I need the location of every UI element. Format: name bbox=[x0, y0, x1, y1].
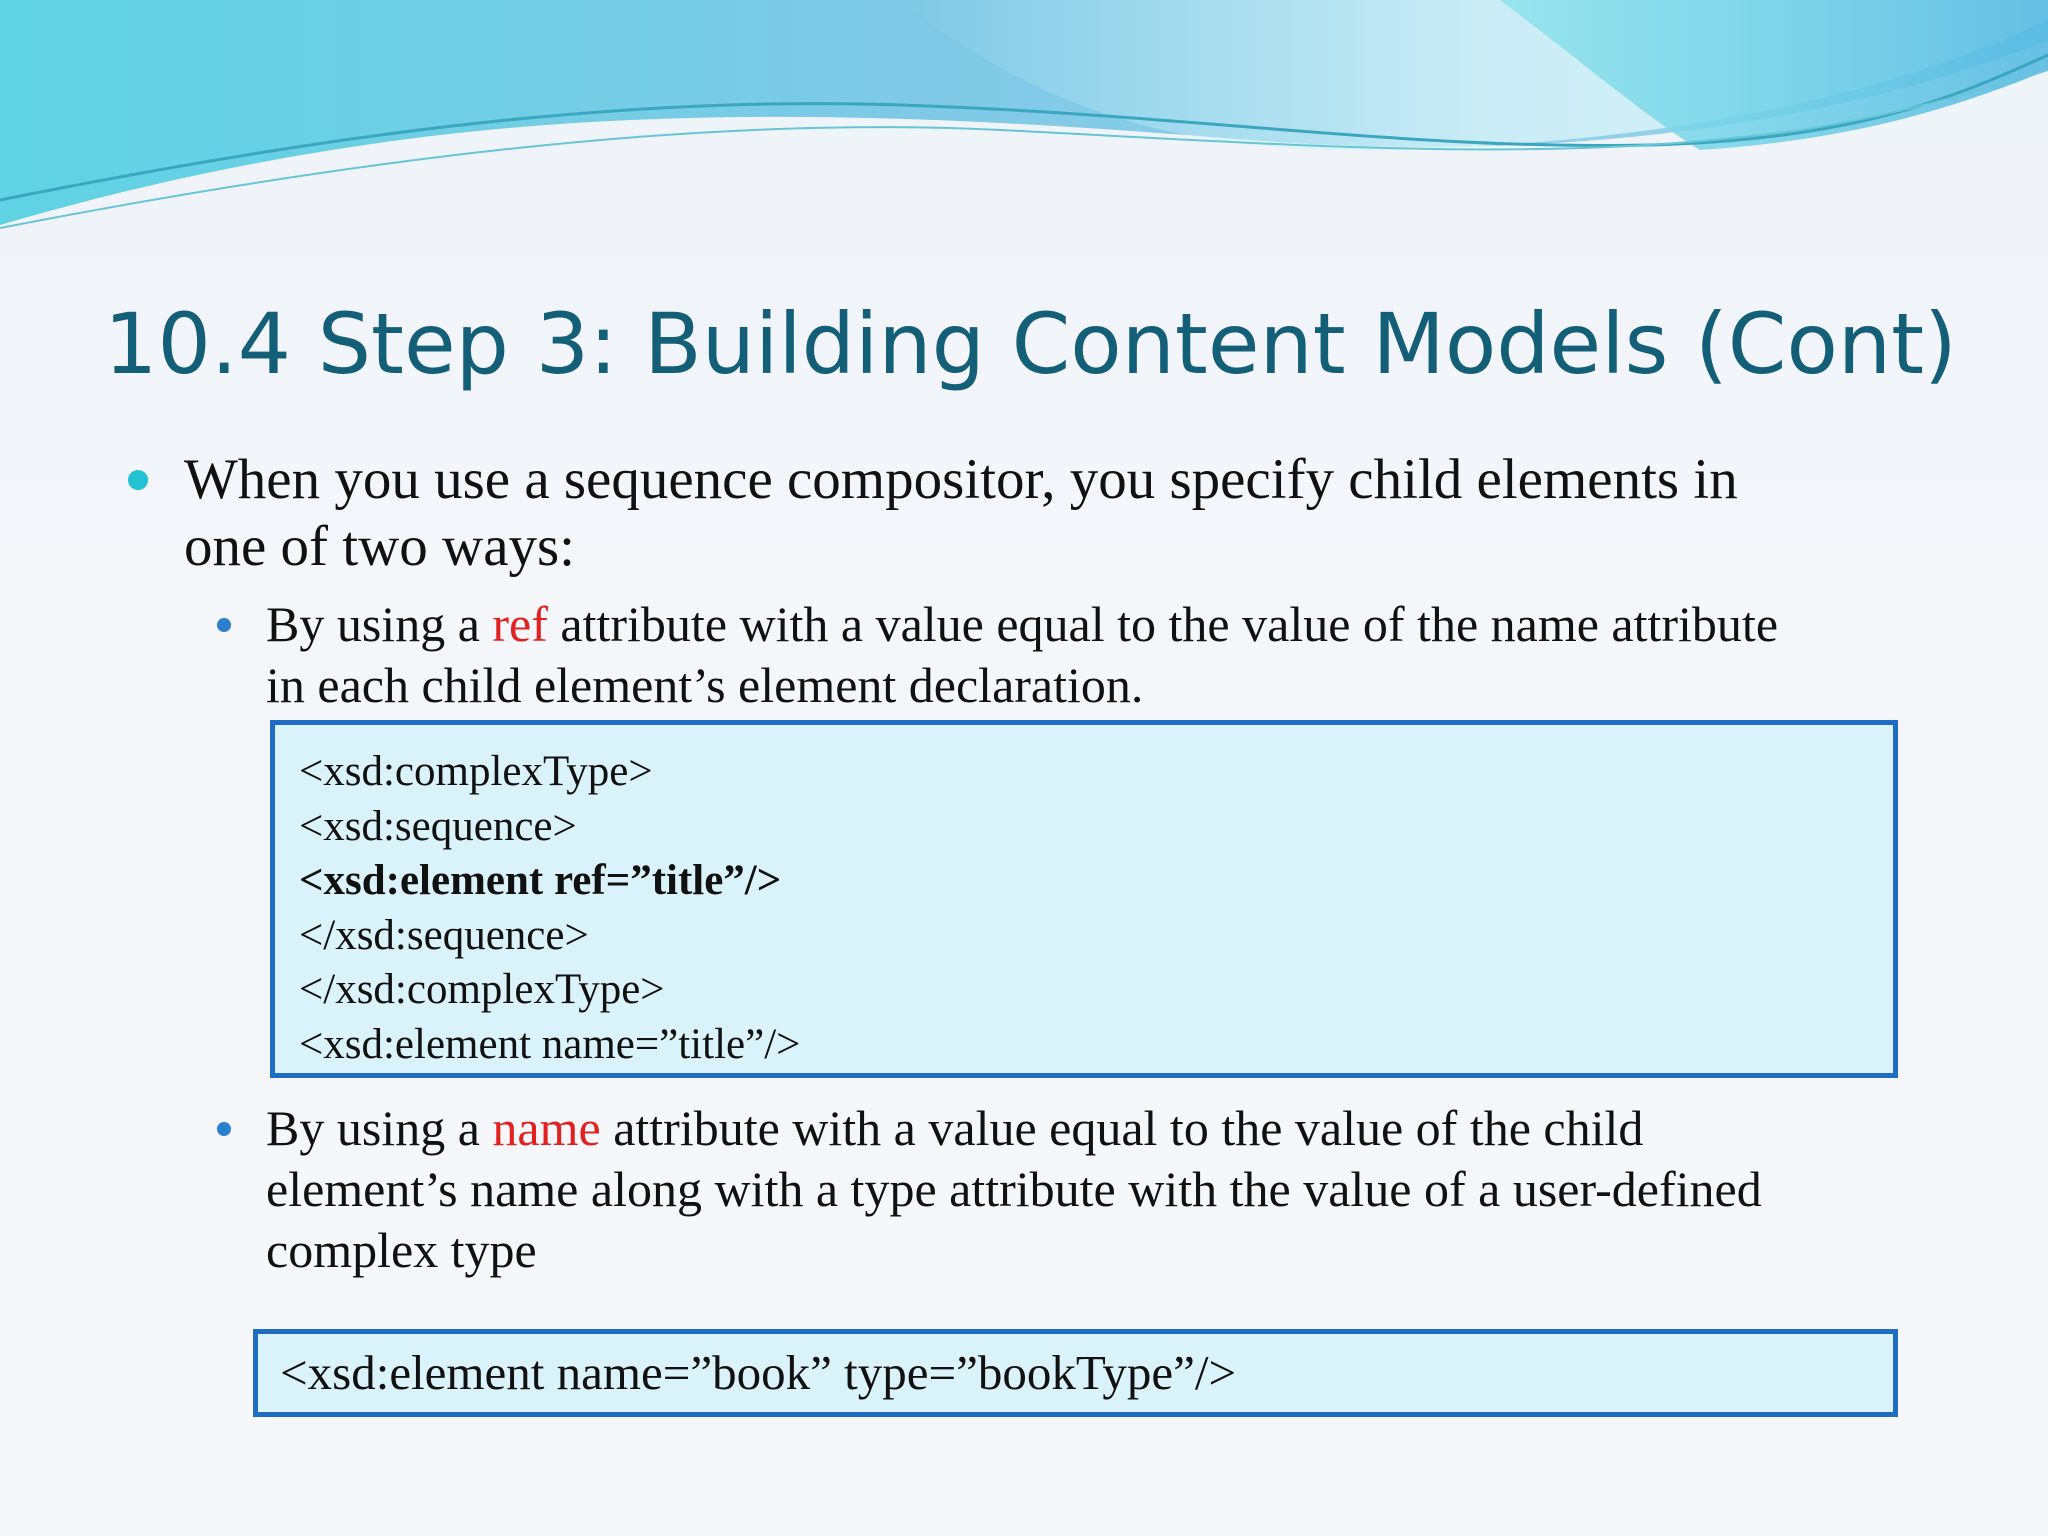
code-line: </xsd:sequence> bbox=[299, 911, 589, 959]
main-bullet bbox=[184, 446, 1984, 580]
code-line: <xsd:sequence> bbox=[299, 802, 577, 850]
sub-bullet-name-rest: attribute with a value equal to the value of the child bbox=[600, 1100, 1644, 1156]
header-wave-decoration bbox=[0, 0, 2048, 240]
main-bullet-line: When you use a sequence compositor, you specify child elements in bbox=[184, 448, 1738, 511]
code-box-ref-example bbox=[270, 720, 1898, 1078]
main-bullet-line: one of two ways: bbox=[184, 515, 576, 578]
sub-bullet-ref bbox=[266, 594, 2016, 716]
code-box-name-example bbox=[253, 1329, 1898, 1417]
sub-bullet-ref-line bbox=[266, 594, 2016, 655]
sub-bullet-ref-line: in each child element’s element declaration. bbox=[266, 657, 1144, 713]
code-line-highlighted: <xsd:element ref=”title”/> bbox=[299, 857, 782, 904]
slide-title: 10.4 Step 3: Building Content Models (Cont) bbox=[104, 295, 1957, 393]
code-line: <xsd:complexType> bbox=[299, 748, 653, 795]
code-line: </xsd:complexType> bbox=[299, 966, 665, 1013]
code-line: <xsd:element name=”title”/> bbox=[299, 1020, 801, 1068]
sub-bullet-dot-icon bbox=[217, 618, 231, 632]
ref-keyword: ref bbox=[492, 596, 548, 652]
sub-bullet-dot-icon bbox=[217, 1122, 231, 1136]
bullet-dot-icon bbox=[128, 470, 148, 490]
sub-bullet-name-line bbox=[266, 1098, 2016, 1159]
code-line: <xsd:element name=”book” type=”bookType”/> bbox=[280, 1345, 1237, 1400]
name-keyword: name bbox=[492, 1100, 601, 1156]
sub-bullet-name bbox=[266, 1098, 2016, 1281]
sub-bullet-name-line: complex type bbox=[266, 1222, 537, 1278]
sub-bullet-name-prefix: By using a bbox=[266, 1100, 493, 1156]
sub-bullet-name-line: element’s name along with a type attribute with the value of a user-defined bbox=[266, 1161, 1762, 1217]
sub-bullet-ref-prefix: By using a bbox=[266, 596, 493, 652]
sub-bullet-ref-rest: attribute with a value equal to the value of the name attribute bbox=[547, 596, 1779, 652]
